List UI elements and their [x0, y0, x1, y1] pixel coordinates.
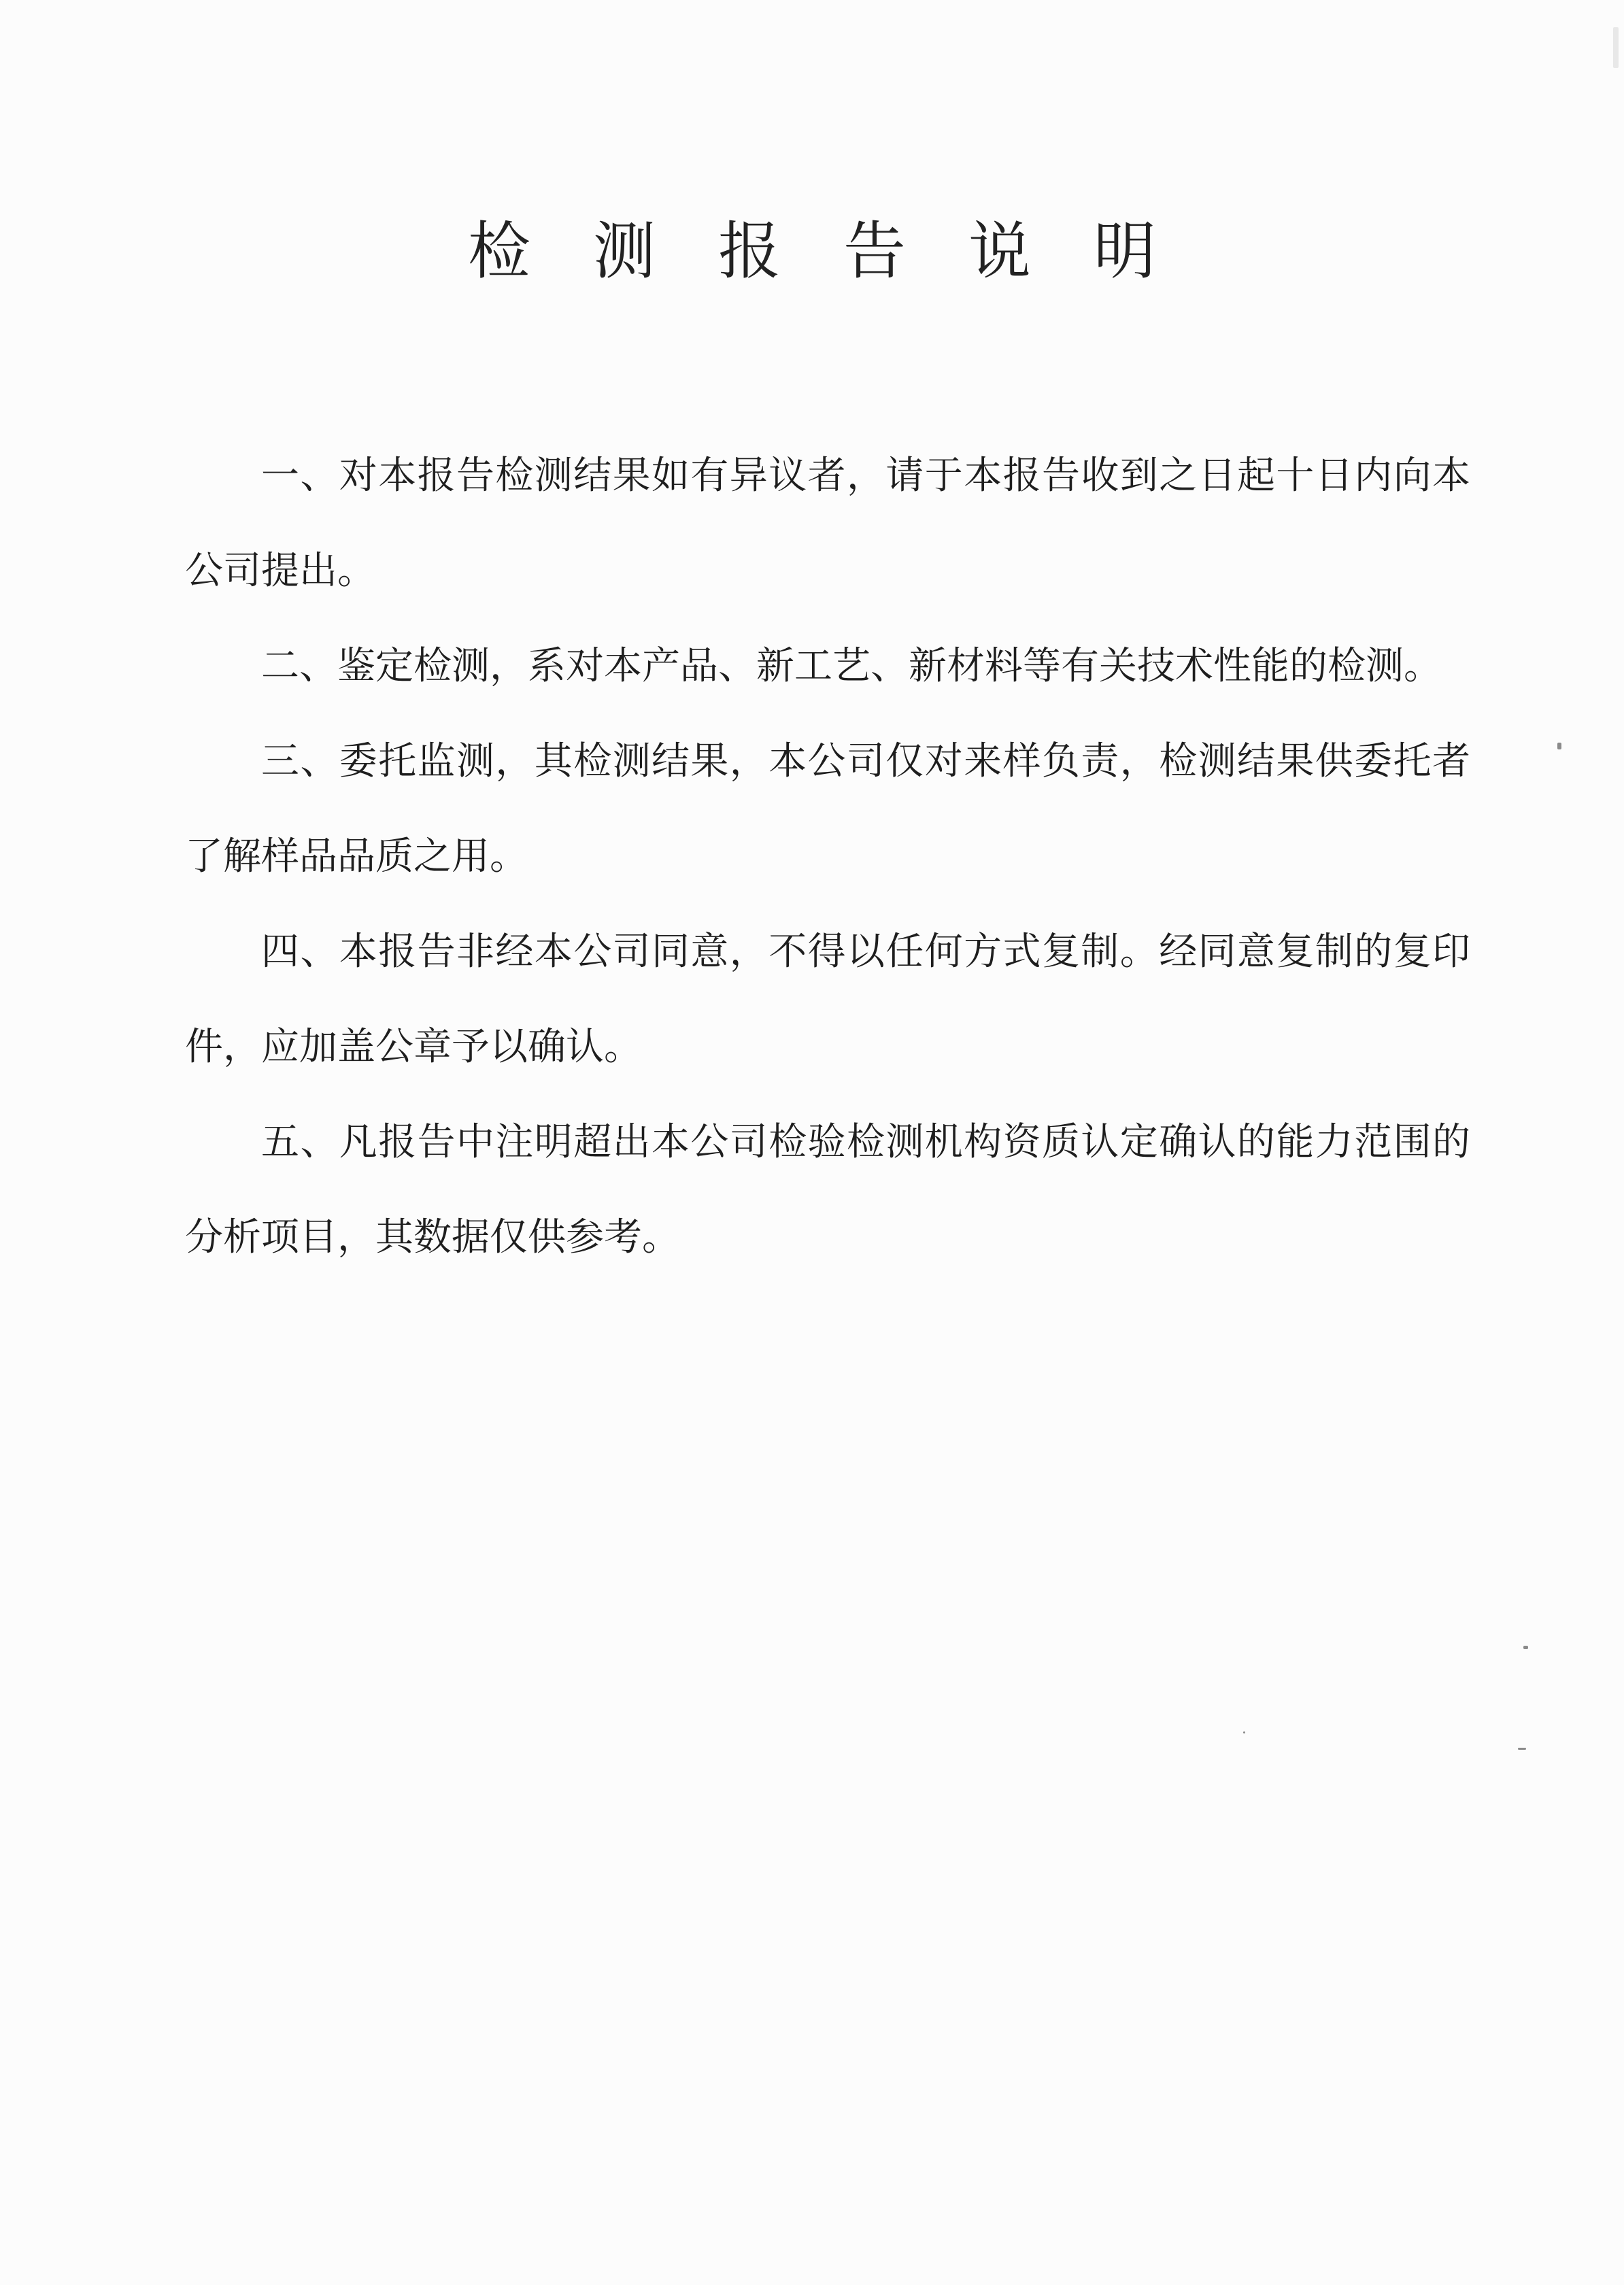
scan-speck — [1557, 743, 1561, 749]
paragraph-4: 四、本报告非经本公司同意，不得以任何方式复制。经同意复制的复印件，应加盖公章予以确认。 — [185, 930, 1470, 1069]
paragraph-3: 三、委托监测，其检测结果，本公司仅对来样负责，检测结果供委托者了解样品品质之用。 — [185, 739, 1470, 879]
document-title: 检测报告说明 — [467, 215, 1219, 288]
scan-speck — [1518, 1748, 1526, 1750]
paragraph-2: 二、鉴定检测，系对本产品、新工艺、新材料等有关技术性能的检测。 — [261, 644, 1442, 688]
document-body — [185, 428, 1470, 1285]
scan-speck — [1243, 1731, 1245, 1733]
paragraph-1: 一、对本报告检测结果如有异议者，请于本报告收到之日起十日内向本公司提出。 — [185, 454, 1470, 593]
paragraph-5: 五、凡报告中注明超出本公司检验检测机构资质认定确认的能力范围的分析项目，其数据仅供参考。 — [185, 1120, 1470, 1259]
scan-speck — [1613, 27, 1619, 68]
scan-speck — [1523, 1646, 1528, 1649]
